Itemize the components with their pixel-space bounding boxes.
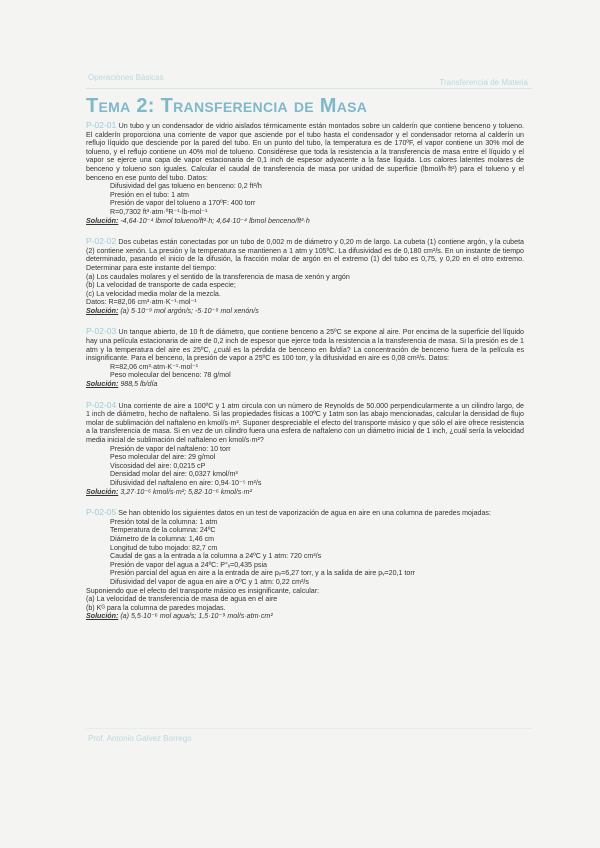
data-line: Temperatura de la columna: 24ºC xyxy=(110,526,216,535)
item-line: (b) Kᴳ para la columna de paredes mojadas. xyxy=(86,603,226,612)
solution-line xyxy=(86,307,524,316)
problem-text: Un tubo y un condensador de vidrio aislados térmicamente están montados sobre un calderín que contiene benceno y tolueno. El calderín proporciona una corriente de vapor que asciende por el tubo hasta el condensador y el condensador retorna al calderín un reflujo líquido que desciende por la pared del tubo. En un punto del tubo, la temperatura es de 170ºF, el vapor contiene un 30% mol de tolueno, y el reflujo contiene un 40% mol de tolueno. Considérese que toda la resistencia a la transferencia de masa entre el líquido y el vapor se ejerce una capa de vapor estacionaria de 0,1 inch de espesor adyacente a la fase líquida. Los calores latentes molares de benceno y tolueno son iguales. Calcular el caudal de transferencia de masa por unidad de superficie (lbmol/h·ft²) para el tolueno y el benceno en ese punto del tubo. Datos: xyxy=(86,122,524,182)
data-line: R=0,7302 ft³·atm·ºR⁻¹·lb-mol⁻¹ xyxy=(110,207,208,216)
problem-statement xyxy=(86,327,524,362)
data-line: Viscosidad del aire: 0,0215 cP xyxy=(110,461,206,470)
problem-text: Dos cubetas están conectadas por un tubo de 0,002 m de diámetro y 0,20 m de largo. La cubeta (1) contiene argón, y la cubeta (2) contiene xenón. La presión y la temperatura se mantienen a 1 atm y 105ºC. La difusividad es de 0,180 cm²/s. En un instante de tiempo determinado, pasando el inicio de la difusión, la fracción molar de argón en el extremo (1) del tubo es 0,75, y 0,20 en el otro extremo. Determinar para este instante del tiempo: xyxy=(86,238,524,272)
item-line: Suponiendo que el efecto del transporte másico es insignificante, calcular: xyxy=(86,586,320,595)
problem-id: P-02-02 xyxy=(86,236,117,247)
data-line: Longitud de tubo mojado: 82,7 cm xyxy=(110,543,218,552)
data-line: Diámetro de la columna: 1,46 cm xyxy=(110,534,215,543)
solution-text: 988,5 lb/día xyxy=(120,380,158,389)
data-line: Difusividad del vapor de agua en aire a 0ºC y 1 atm: 0,22 cm²/s xyxy=(110,577,309,586)
header-course: Operaciones Básicas xyxy=(88,73,164,82)
problem-p-02-01 xyxy=(86,121,524,225)
solution-text: -4,64·10⁻⁴ lbmol tolueno/ft²·h; 4,64·10⁻⁴ lbmol benceno/ft²·h xyxy=(120,216,310,225)
item-line: (a) La velocidad de transferencia de masa de agua en el aire xyxy=(86,595,278,604)
footer-author: Prof. Antonio Galvez Borrego xyxy=(88,734,192,743)
problem-p-02-02 xyxy=(86,237,524,315)
data-line: Densidad molar del aire: 0,0327 kmol/m³ xyxy=(110,470,238,479)
problem-id: P-02-01 xyxy=(86,120,117,130)
problem-item-list xyxy=(86,273,524,307)
header-subject: Transferencia de Materia xyxy=(439,78,528,87)
data-line: Presión parcial del agua en aire a la entrada de aire pᵥ=6,27 torr, y a la salida de aire pᵥ=20,1 torr xyxy=(110,569,416,578)
solution-line xyxy=(86,612,524,621)
data-line: Peso molecular del benceno: 78 g/mol xyxy=(110,371,231,380)
problem-list xyxy=(86,121,524,621)
data-line: R=82,06 cm³·atm·K⁻¹·mol⁻¹ xyxy=(110,362,199,371)
problem-id: P-02-04 xyxy=(86,399,117,410)
problem-data-list xyxy=(110,518,524,587)
solution-label: Solución: xyxy=(86,487,119,496)
problem-statement xyxy=(86,508,524,518)
problem-item-list xyxy=(86,587,524,613)
page-title: Tema 2: Transferencia de Masa xyxy=(86,95,368,117)
solution-label: Solución: xyxy=(86,380,119,389)
solution-line xyxy=(86,488,524,497)
item-line: (c) La velocidad media molar de la mezcla. xyxy=(86,289,221,298)
item-line: Datos: R=82,06 cm³·atm·K⁻¹·mol⁻¹ xyxy=(86,298,197,307)
solution-text: (a) 5·10⁻⁹ mol argón/s; -5·10⁻⁹ mol xenón/s xyxy=(120,306,259,315)
data-line: Presión de vapor del tolueno a 170ºF: 400 torr xyxy=(110,199,256,208)
solution-label: Solución: xyxy=(86,216,119,225)
data-line: Presión de vapor del agua a 24ºC: P°ᵥ=0,435 psia xyxy=(110,560,267,569)
data-line: Presión en el tubo: 1 atm xyxy=(110,190,189,199)
problem-id: P-02-05 xyxy=(86,507,117,518)
problem-data-list xyxy=(110,445,524,488)
problem-id: P-02-03 xyxy=(86,326,117,337)
problem-text: Un tanque abierto, de 10 ft de diámetro, que contiene benceno a 25ºC se expone al aire. Por encima de la superficie del líquido hay una película estacionaria de aire de 0,2 inch de espesor que ejerce toda la resistencia a la transferencia de masa. Si la presión es de 1 atm y la temperatura del aire es 25ºC, ¿cuál es la pérdida de benceno en lb/día? La concentración de benceno fuera de la película es insignificante. Para el benceno, la presión de vapor a 25ºC es 100 torr, y la difusividad en aire es 0,08 cm²/s. Datos: xyxy=(86,328,524,363)
item-line: (a) Los caudales molares y el sentido de la transferencia de masa de xenón y argón xyxy=(86,272,350,281)
data-line: Difusividad del naftaleno en aire: 0,94·10⁻⁵ m²/s xyxy=(110,478,262,487)
solution-line xyxy=(86,217,524,226)
problem-p-02-03 xyxy=(86,327,524,388)
footer-divider xyxy=(86,728,532,729)
problem-statement xyxy=(86,121,524,182)
problem-text: Una corriente de aire a 100ºC y 1 atm circula con un número de Reynolds de 50.000 perpendicularmente a un cilindro largo, de 1 inch de diámetro, hecho de naftaleno. Si las propiedades físicas a 100ºC y 1atm son las abajo mencionadas, calcular la densidad de flujo molar de sublimación del naftaleno en kmol/s·m². Suponer despreciable el efecto del transporte másico y que sólo el aire ofrece resistencia a la transferencia de masa. Si en vez de un cilindro fuera una esfera de naftaleno con un diámetro inicial de 1 inch, ¿cuál sería la velocidad media inicial de sublimación del naftaleno en kmol/s·m²? xyxy=(86,401,524,444)
solution-label: Solución: xyxy=(86,612,119,621)
problem-statement xyxy=(86,401,524,445)
solution-text: (a) 5,5·10⁻⁶ mol agua/s; 1,5·10⁻⁹ mol/s·atm·cm² xyxy=(120,612,273,621)
data-line: Presión de vapor del naftaleno: 10 torr xyxy=(110,444,231,453)
problem-statement xyxy=(86,237,524,272)
header-divider xyxy=(86,88,532,89)
problem-data-list xyxy=(110,182,524,216)
solution-label: Solución: xyxy=(86,306,119,315)
problem-data-list xyxy=(110,363,524,380)
problem-p-02-04 xyxy=(86,401,524,497)
item-line: (b) La velocidad de transporte de cada especie; xyxy=(86,281,236,290)
data-line: Caudal de gas a la entrada a la columna a 24ºC y 1 atm: 720 cm³/s xyxy=(110,552,322,561)
solution-text: 3,27·10⁻⁶ kmol/s·m²; 5,82·10⁻⁶ kmol/s·m² xyxy=(120,487,252,496)
data-line: Peso molecular del aire: 29 g/mol xyxy=(110,453,216,462)
problem-text: Se han obtenido los siguientes datos en un test de vaporización de agua en aire en una columna de paredes mojadas: xyxy=(118,509,491,518)
problem-p-02-05 xyxy=(86,508,524,621)
solution-line xyxy=(86,380,524,389)
data-line: Presión total de la columna: 1 atm xyxy=(110,517,218,526)
data-line: Difusividad del gas tolueno en benceno: 0,2 ft²/h xyxy=(110,182,262,191)
